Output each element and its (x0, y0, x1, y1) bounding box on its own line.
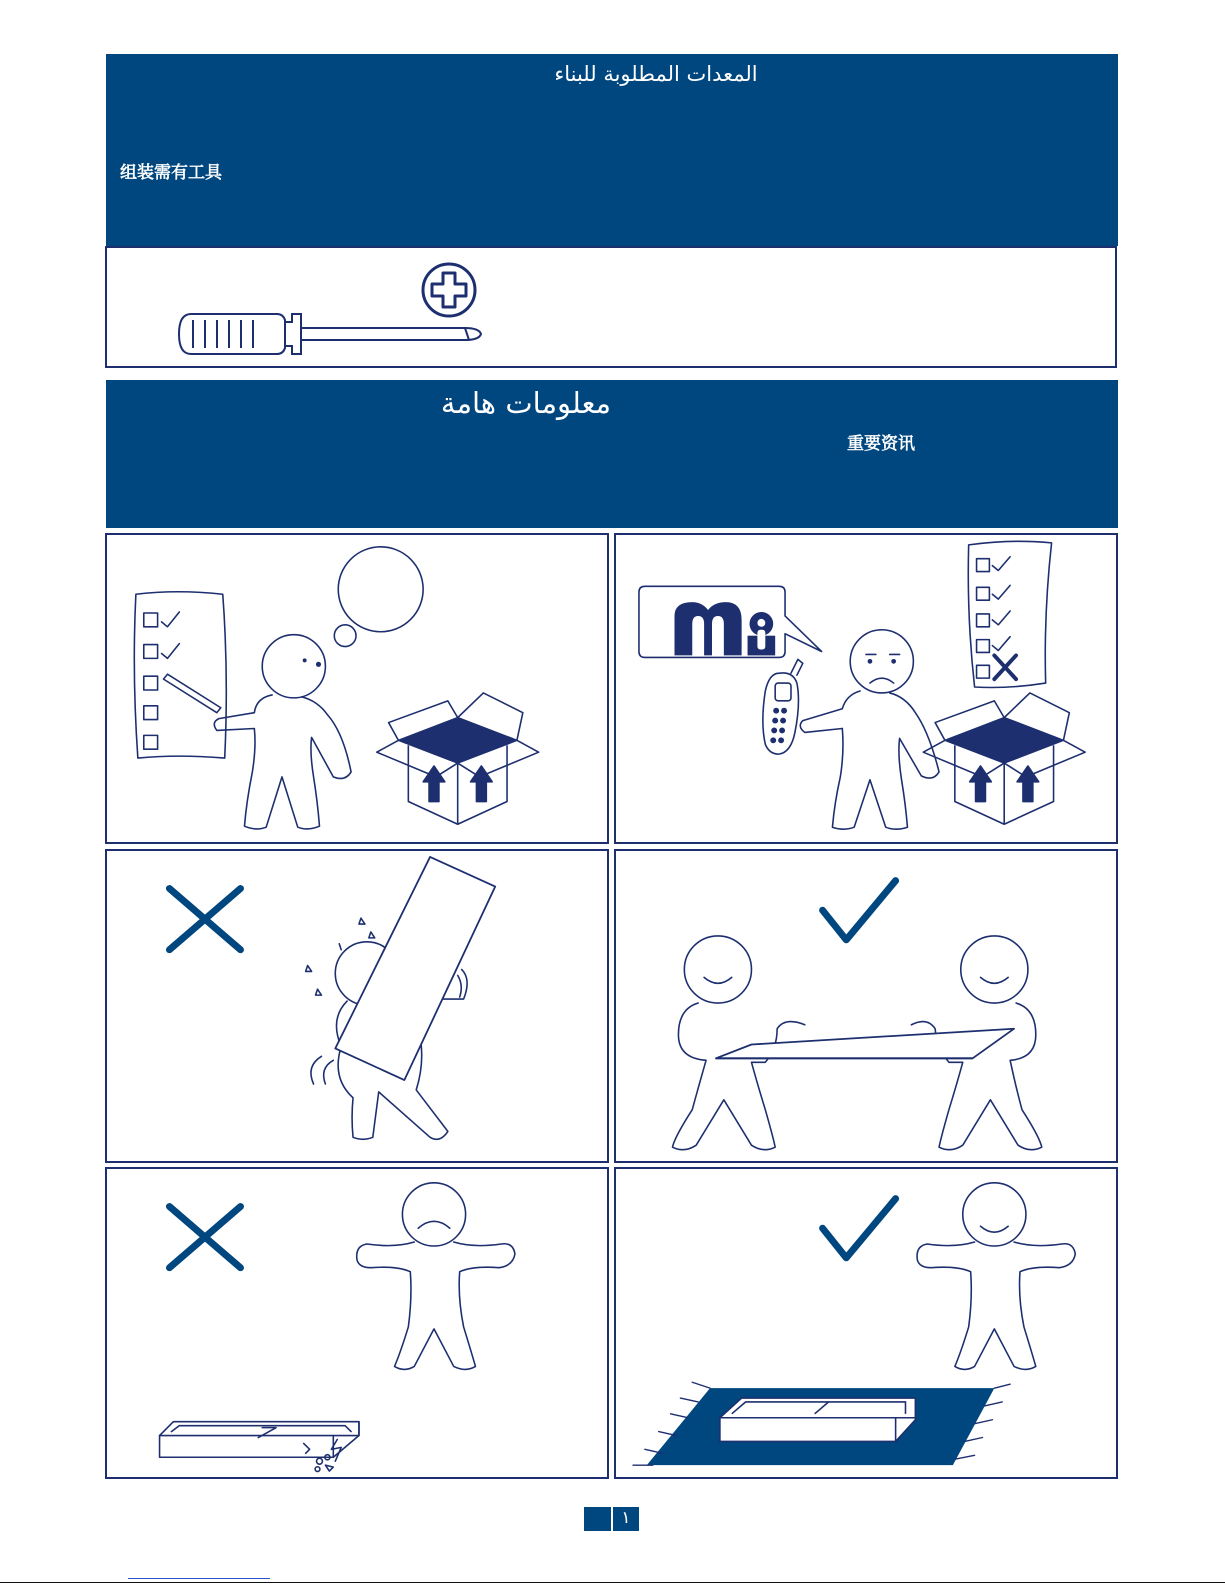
hard-floor-illustration (107, 1169, 607, 1477)
page-number-divider (611, 1507, 613, 1531)
panel-right-lift-together (614, 849, 1118, 1163)
info-title-arabic: معلومات هامة (440, 386, 612, 420)
checklist-illustration (107, 535, 607, 842)
missing-part-illustration (616, 535, 1116, 842)
soft-surface-illustration (616, 1169, 1116, 1477)
screwdriver-icon (107, 248, 1119, 370)
tools-header-band (106, 54, 1118, 246)
lift-together-illustration (616, 851, 1116, 1161)
panel-right-soft-surface (614, 1167, 1118, 1479)
lift-alone-illustration (107, 851, 607, 1161)
info-title-chinese: 重要资讯 (847, 434, 915, 454)
cross-icon (169, 1207, 240, 1268)
footer-rule (0, 1582, 1225, 1583)
panel-wrong-lift-alone (105, 849, 609, 1163)
panel-wrong-hard-floor (105, 1167, 609, 1479)
footer-link-underline (128, 1578, 270, 1579)
page-number: ١ (621, 1508, 631, 1528)
phillips-head-icon (420, 261, 478, 319)
info-header-band (106, 380, 1118, 528)
cross-icon (169, 889, 240, 950)
tools-title-chinese: 组装需有工具 (120, 163, 222, 183)
panel-missing-part (614, 533, 1118, 844)
page-number-badge (584, 1507, 639, 1531)
checkmark-icon (823, 1199, 896, 1258)
tools-illustration-box (105, 246, 1117, 368)
panel-check-contents (105, 533, 609, 844)
checkmark-icon (823, 881, 896, 940)
tools-title-arabic: المعدات المطلوبة للبناء (554, 62, 758, 86)
